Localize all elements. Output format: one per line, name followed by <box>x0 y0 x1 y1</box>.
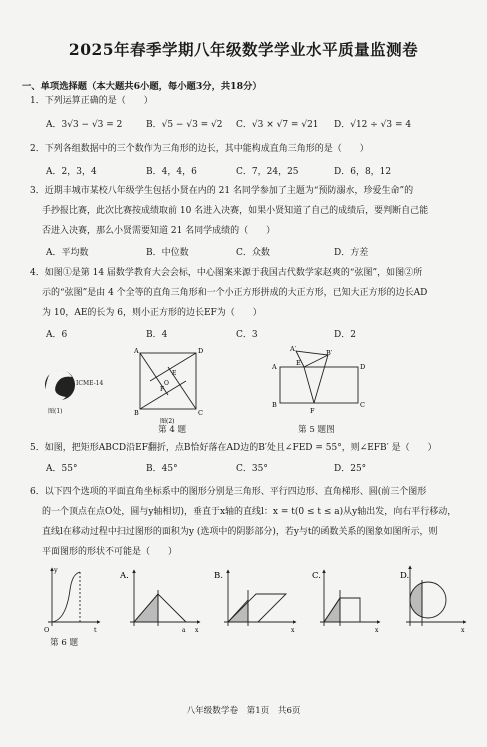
option-a-a: a <box>182 627 186 634</box>
fig4-point-f: F <box>160 386 165 393</box>
fig1-label: 图(1) <box>48 408 63 415</box>
fig5-point-d: D <box>360 363 366 371</box>
q6-line-4: 平面图形的形状不可能是（ ） <box>42 547 178 557</box>
q3-line-3: 否进入决赛，那么小贤需要知道 21 名同学成绩的（ ） <box>42 226 276 236</box>
q3-line-1: 3．近期丰城市某校八年级学生包括小贤在内的 21 名同学参加了主题为“预防溺水，珍爱生命”的 <box>30 186 414 196</box>
section-heading: 一、单项选择题（本大题共6小题，每小题3分，共18分） <box>22 81 262 92</box>
q3-option-d: D．方差 <box>334 248 369 258</box>
q4-option-d: D．2 <box>334 330 356 340</box>
q6-graphs <box>0 560 487 640</box>
fig4-caption: 第 4 题 <box>158 425 187 435</box>
q3-option-c: C．众数 <box>236 248 270 258</box>
q4-line-2: 示的“弦图”是由 4 个全等的直角三角形和一个小正方形拼成的大正方形，已知大正方形的边长AD <box>42 288 428 298</box>
fig5-point-a: A <box>272 363 277 371</box>
q2-option-c: C．7，24，25 <box>236 167 299 177</box>
q1-option-c: C．√3 × √7 = √21 <box>236 120 319 130</box>
figures-q4-q5 <box>0 345 487 435</box>
fig5-point-b: B <box>272 401 277 409</box>
q3-line-2: 手抄报比赛，此次比赛按成绩取前 10 名进入决赛，如果小贤知道了自己的成绩后，要判断自己能 <box>42 206 429 216</box>
option-d-x: x <box>461 627 465 634</box>
fig5-point-f: F <box>310 407 315 415</box>
fig2-label: 图(2) <box>160 418 175 425</box>
q5-option-d: D．25° <box>334 464 367 474</box>
q5-option-b: B．45° <box>146 464 178 474</box>
q6-caption: 第 6 题 <box>50 638 79 648</box>
fig5-point-e: E <box>296 359 301 367</box>
fig4-point-a: A <box>134 347 139 355</box>
q1-stem: 1．下列运算正确的是（ ） <box>30 96 153 106</box>
fig4-point-c: C <box>198 409 203 417</box>
q6-option-d-label: D. <box>400 571 410 581</box>
function-graph <box>48 568 100 626</box>
fig5-caption: 第 5 题图 <box>298 425 335 435</box>
graph-y-label: y <box>54 566 58 574</box>
fig5-point-a-prime: A′ <box>290 345 297 353</box>
fig5-point-b-prime: B′ <box>326 349 333 357</box>
q6-line-1: 6．以下四个选项的平面直角坐标系中的图形分别是三角形、平行四边形、直角梯形、圆(前三个图形 <box>30 487 427 497</box>
page-title: 2025年春季学期八年级数学学业水平质量监测卷 <box>68 40 419 59</box>
q3-option-b: B．中位数 <box>146 248 189 258</box>
q2-option-b: B．4，4，6 <box>146 167 197 177</box>
page-footer: 八年级数学卷 第1页 共6页 <box>186 706 301 716</box>
option-b-x: x <box>291 627 295 634</box>
option-c-x: x <box>375 627 379 634</box>
q2-option-a: A．2，3，4 <box>46 167 97 177</box>
fig5-point-c: C <box>360 401 365 409</box>
q1-option-d: D．√12 ÷ √3 = 4 <box>334 120 412 130</box>
icme-logo <box>45 370 103 415</box>
fig4-point-o: O <box>164 380 169 387</box>
option-b-graph <box>224 570 296 626</box>
fig4-point-d: D <box>198 347 204 355</box>
q4-line-3: 为 10，AE的长为 6，则小正方形的边长EF为（ ） <box>42 308 262 318</box>
q4-line-1: 4．如图①是第 14 届数学教育大会会标，中心图案来源于我国古代数学家赵爽的“弦图”，如图②所 <box>30 268 423 278</box>
q4-option-b: B．4 <box>146 330 168 340</box>
q1-option-a: A．3√3 − √3 = 2 <box>46 120 123 130</box>
q2-stem: 2．下列各组数据中的三个数作为三角形的边长，其中能构成直角三角形的是（ ） <box>30 144 369 154</box>
q5-stem: 5．如图，把矩形ABCD沿EF翻折，点B恰好落在AD边的B′处且∠FED = 55°，则∠EFB′ 是（ ） <box>30 443 437 453</box>
q1-option-b: B．√5 − √3 = √2 <box>146 120 223 130</box>
q5-option-a: A．55° <box>46 464 78 474</box>
q2-option-d: D．6，8，12 <box>334 167 392 177</box>
graph-origin: O <box>44 626 50 634</box>
option-a-graph <box>130 570 200 626</box>
q3-option-a: A．平均数 <box>46 248 89 258</box>
option-a-x: x <box>195 627 199 634</box>
option-d-graph <box>406 566 466 626</box>
fold-figure <box>280 351 358 403</box>
option-c-graph <box>320 570 380 626</box>
logo-text: ICME-14 <box>76 380 104 387</box>
q4-option-c: C．3 <box>236 330 258 340</box>
q6-line-2: 的一个顶点在点O处，圆与y轴相切)，垂直于x轴的直线l：x = t(0 ≤ t ≤ a)从y轴出发，向右平行移动， <box>42 507 457 517</box>
q4-option-a: A．6 <box>46 330 68 340</box>
q6-option-b-label: B. <box>214 571 223 581</box>
q6-option-c-label: C. <box>312 571 321 581</box>
q5-option-c: C．35° <box>236 464 268 474</box>
q6-line-3: 直线l在移动过程中扫过图形的面积为y (选项中的阴影部分)，若y与t的函数关系的图象如图所示，则 <box>42 527 438 537</box>
graph-t-label: t <box>94 626 97 634</box>
fig4-point-b: B <box>134 409 139 417</box>
q6-option-a-label: A. <box>120 571 129 581</box>
fig4-point-e: E <box>172 370 177 377</box>
